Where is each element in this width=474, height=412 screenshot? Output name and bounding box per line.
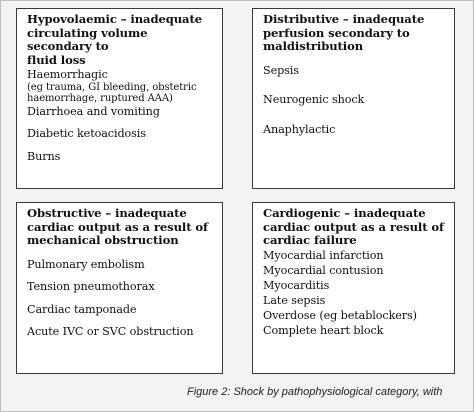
- hypovolaemic-list: [27, 68, 214, 164]
- list-item: Diarrhoea and vomiting: [27, 104, 160, 118]
- list-item: Acute IVC or SVC obstruction: [27, 325, 194, 339]
- cardiogenic-list: [263, 249, 446, 338]
- list-item-note: (eg trauma, GI bleeding, obstetric haemorrhage, ruptured AAA): [27, 81, 197, 105]
- distributive-heading: Distributive – inadequate perfusion secondary to maldistribution: [263, 12, 425, 53]
- list-item: [27, 68, 214, 105]
- list-item: Myocardial infarction: [263, 248, 384, 262]
- list-item: Sepsis: [263, 63, 299, 77]
- list-item: Cardiac tamponade: [27, 302, 137, 316]
- list-item: Late sepsis: [263, 293, 326, 307]
- figure-caption: Figure 2: Shock by pathophysiological category, with: [187, 386, 443, 398]
- list-item: Pulmonary embolism: [27, 257, 145, 271]
- obstructive-box: [16, 202, 223, 374]
- distributive-list: [263, 64, 446, 137]
- obstructive-list: [27, 258, 214, 339]
- hypovolaemic-heading: Hypovolaemic – inadequate circulating volume secondary to fluid loss: [27, 12, 203, 67]
- list-item: Complete heart block: [263, 323, 384, 337]
- list-item: Anaphylactic: [263, 122, 336, 136]
- list-item: Tension pneumothorax: [27, 280, 155, 294]
- list-item: Myocardial contusion: [263, 263, 384, 277]
- cardiogenic-heading: Cardiogenic – inadequate cardiac output as a result of cardiac failure: [263, 206, 444, 247]
- cardiogenic-box: [252, 202, 455, 374]
- list-item: Burns: [27, 149, 61, 163]
- list-item-label: Haemorrhagic: [27, 68, 108, 81]
- list-item: Myocarditis: [263, 278, 330, 292]
- list-item: Diabetic ketoacidosis: [27, 127, 146, 141]
- hypovolaemic-box: [16, 8, 223, 189]
- obstructive-heading: Obstructive – inadequate cardiac output as a result of mechanical obstruction: [27, 206, 208, 247]
- distributive-box: [252, 8, 455, 189]
- list-item: Overdose (eg betablockers): [263, 308, 417, 322]
- list-item: Neurogenic shock: [263, 93, 365, 107]
